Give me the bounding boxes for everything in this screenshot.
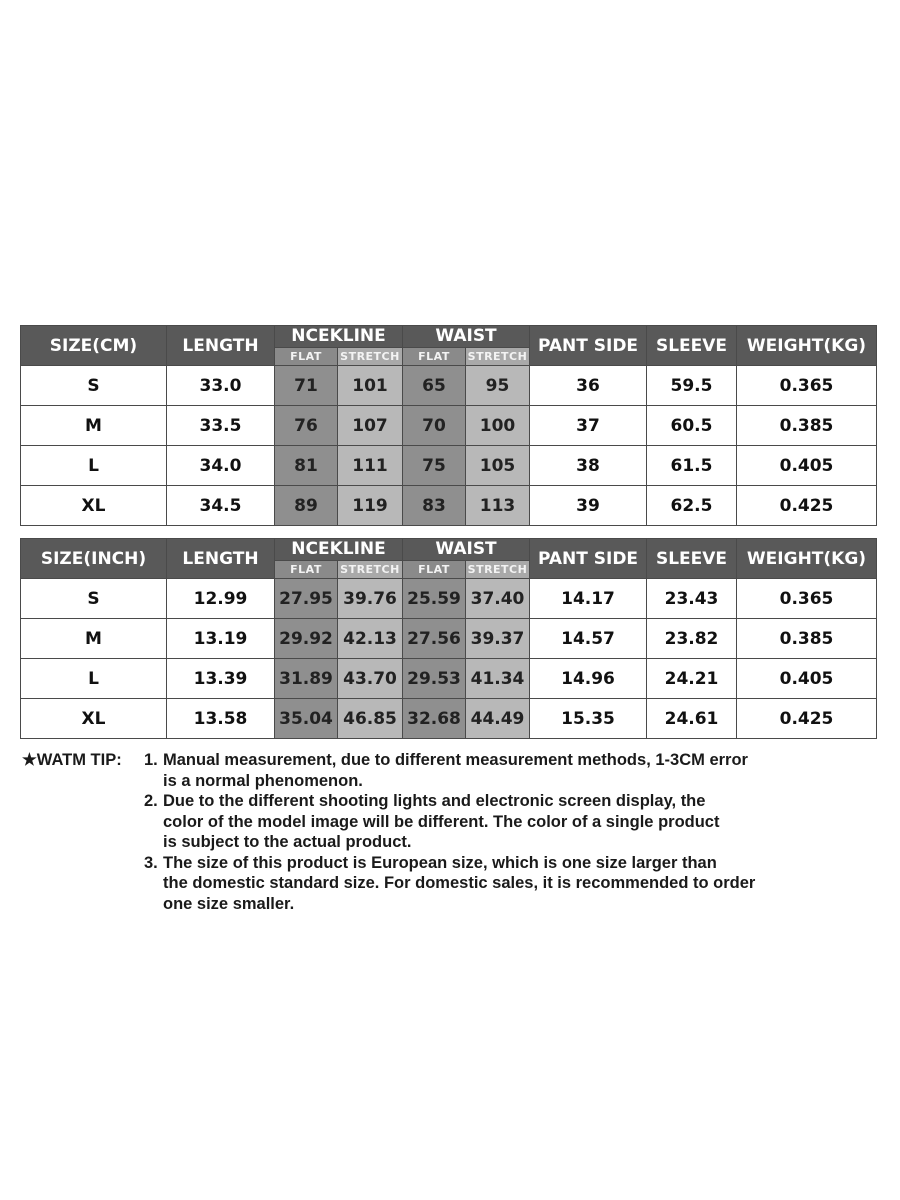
waist-flat-cell: 83 [403,486,466,526]
weight-cell: 0.405 [737,659,877,699]
weight-cell: 0.385 [737,406,877,446]
length-cell: 34.5 [167,486,275,526]
waist-stretch-subheader: STRETCH [466,348,530,366]
size-header: SIZE(CM) [21,326,167,366]
tip-text [163,791,864,853]
neckline-flat-cell: 29.92 [275,619,338,659]
size-table-cm [20,325,877,526]
pant-side-cell: 14.57 [530,619,647,659]
neckline-stretch-cell: 107 [338,406,403,446]
neckline-flat-cell: 27.95 [275,579,338,619]
neckline-stretch-cell: 46.85 [338,699,403,739]
sleeve-cell: 23.43 [647,579,737,619]
waist-header: WAIST [403,326,530,348]
waist-stretch-subheader: STRETCH [466,561,530,579]
size-table-inch [20,538,877,739]
sleeve-cell: 23.82 [647,619,737,659]
tip-item [144,750,864,791]
size-cell: M [21,619,167,659]
sleeve-cell: 24.21 [647,659,737,699]
waist-flat-cell: 25.59 [403,579,466,619]
size-cell: S [21,579,167,619]
length-cell: 13.19 [167,619,275,659]
table-row [21,579,877,619]
size-cell: L [21,446,167,486]
neckline-flat-subheader: FLAT [275,348,338,366]
weight-header: WEIGHT(KG) [737,539,877,579]
size-cell: XL [21,699,167,739]
sleeve-cell: 60.5 [647,406,737,446]
length-cell: 33.5 [167,406,275,446]
pant-side-cell: 15.35 [530,699,647,739]
size-cell: S [21,366,167,406]
size-cell: M [21,406,167,446]
length-header: LENGTH [167,326,275,366]
tip-text [163,853,864,915]
table-row [21,619,877,659]
waist-stretch-cell: 37.40 [466,579,530,619]
pant-side-cell: 38 [530,446,647,486]
neckline-header: NCEKLINE [275,539,403,561]
waist-header: WAIST [403,539,530,561]
neckline-stretch-cell: 101 [338,366,403,406]
length-cell: 33.0 [167,366,275,406]
neckline-flat-cell: 31.89 [275,659,338,699]
pant-side-cell: 37 [530,406,647,446]
size-cell: L [21,659,167,699]
waist-stretch-cell: 41.34 [466,659,530,699]
sleeve-cell: 24.61 [647,699,737,739]
pant-side-cell: 36 [530,366,647,406]
length-cell: 34.0 [167,446,275,486]
waist-stretch-cell: 113 [466,486,530,526]
waist-flat-subheader: FLAT [403,348,466,366]
tip-text [163,750,864,791]
waist-flat-cell: 27.56 [403,619,466,659]
tip-line: the domestic standard size. For domestic sales, it is recommended to order [163,874,756,892]
waist-flat-cell: 75 [403,446,466,486]
waist-stretch-cell: 44.49 [466,699,530,739]
length-cell: 13.58 [167,699,275,739]
weight-cell: 0.385 [737,619,877,659]
weight-cell: 0.425 [737,699,877,739]
tip-line: is a normal phenomenon. [163,771,363,790]
neckline-stretch-cell: 39.76 [338,579,403,619]
length-cell: 12.99 [167,579,275,619]
sleeve-header: SLEEVE [647,539,737,579]
weight-cell: 0.365 [737,366,877,406]
tip-number: 1. [144,751,158,769]
pant-side-header: PANT SIDE [530,326,647,366]
table-row [21,659,877,699]
pant-side-cell: 14.17 [530,579,647,619]
tip-item [144,791,864,853]
neckline-flat-cell: 89 [275,486,338,526]
neckline-stretch-cell: 119 [338,486,403,526]
pant-side-cell: 39 [530,486,647,526]
waist-flat-cell: 70 [403,406,466,446]
neckline-flat-cell: 76 [275,406,338,446]
waist-stretch-cell: 105 [466,446,530,486]
waist-stretch-cell: 100 [466,406,530,446]
waist-stretch-cell: 95 [466,366,530,406]
tip-number: 2. [144,792,158,810]
tip-line: is subject to the actual product. [163,833,412,851]
sleeve-cell: 62.5 [647,486,737,526]
tip-line: color of the model image will be different. The color of a single product [163,812,720,831]
waist-flat-subheader: FLAT [403,561,466,579]
neckline-header: NCEKLINE [275,326,403,348]
pant-side-cell: 14.96 [530,659,647,699]
sleeve-header: SLEEVE [647,326,737,366]
neckline-flat-cell: 81 [275,446,338,486]
weight-cell: 0.425 [737,486,877,526]
weight-cell: 0.405 [737,446,877,486]
neckline-stretch-subheader: STRETCH [338,348,403,366]
tip-label: ★WATM TIP: [22,751,122,769]
length-header: LENGTH [167,539,275,579]
tip-item [144,853,864,915]
size-header: SIZE(INCH) [21,539,167,579]
waist-flat-cell: 32.68 [403,699,466,739]
sleeve-cell: 61.5 [647,446,737,486]
sleeve-cell: 59.5 [647,366,737,406]
tip-number: 3. [144,853,158,872]
tip-list [144,750,864,914]
table-row [21,366,877,406]
neckline-flat-cell: 71 [275,366,338,406]
neckline-stretch-cell: 43.70 [338,659,403,699]
neckline-stretch-cell: 111 [338,446,403,486]
tip-line: The size of this product is European size, which is one size larger than [163,853,717,872]
neckline-flat-cell: 35.04 [275,699,338,739]
tip-line: one size smaller. [163,894,295,913]
waist-stretch-cell: 39.37 [466,619,530,659]
neckline-stretch-subheader: STRETCH [338,561,403,579]
waist-flat-cell: 29.53 [403,659,466,699]
pant-side-header: PANT SIDE [530,539,647,579]
weight-cell: 0.365 [737,579,877,619]
length-cell: 13.39 [167,659,275,699]
tip-line: Manual measurement, due to different measurement methods, 1-3CM error [163,751,748,769]
waist-flat-cell: 65 [403,366,466,406]
table-row [21,406,877,446]
size-cell: XL [21,486,167,526]
neckline-stretch-cell: 42.13 [338,619,403,659]
weight-header: WEIGHT(KG) [737,326,877,366]
tip-line: Due to the different shooting lights and electronic screen display, the [163,792,706,810]
table-row [21,446,877,486]
neckline-flat-subheader: FLAT [275,561,338,579]
table-row [21,699,877,739]
table-row [21,486,877,526]
